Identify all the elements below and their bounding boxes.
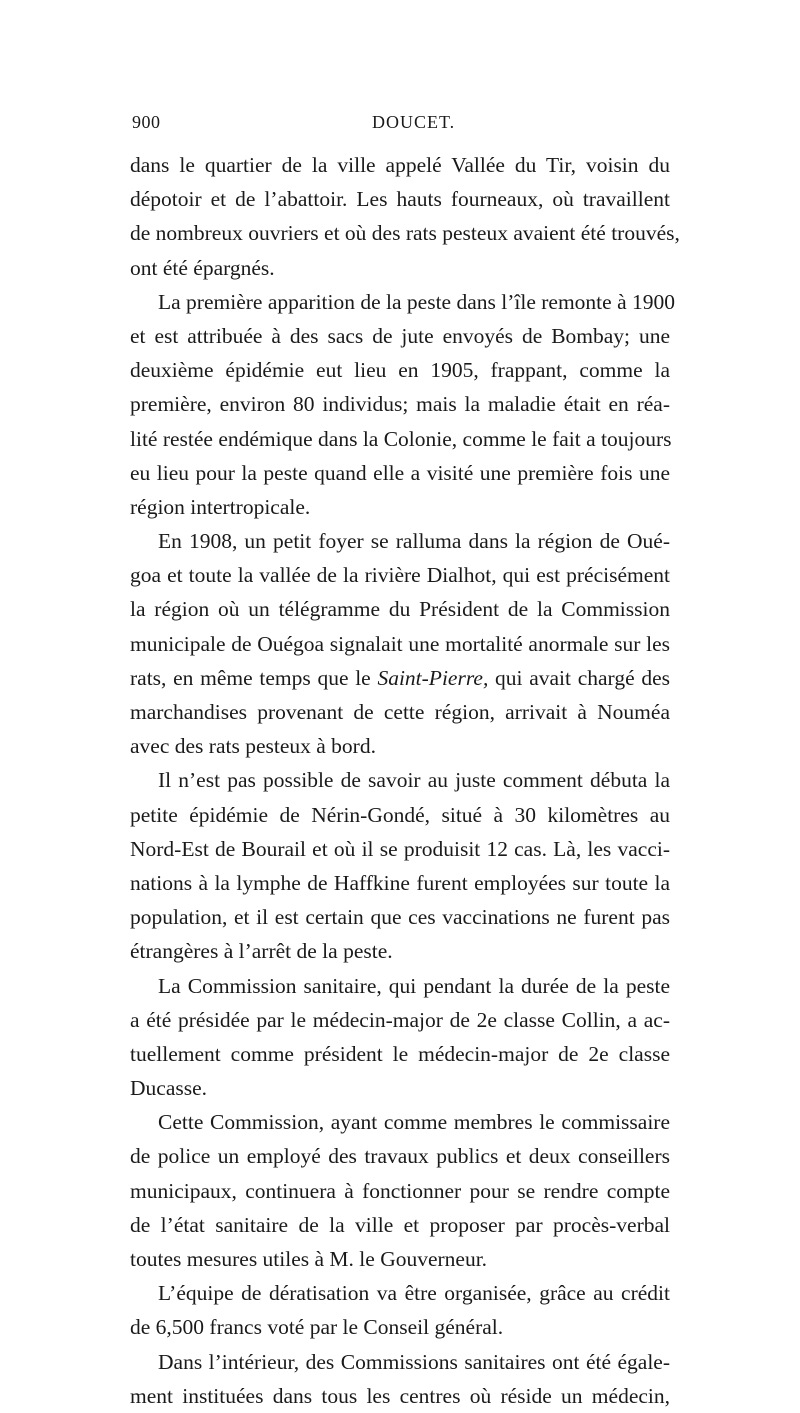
text-line: région intertropicale. bbox=[130, 494, 311, 519]
text-line: dépotoir et de l’abattoir. Les hauts fourneaux, où travaillent bbox=[130, 187, 670, 212]
text-line: lité restée endémique dans la Colonie, comme le fait a toujours bbox=[130, 426, 672, 451]
text-line: tuellement comme président le médecin-major de 2e classe bbox=[130, 1041, 670, 1066]
text-line: Nord-Est de Bourail et où il se produisit 12 cas. Là, les vacci- bbox=[130, 836, 670, 861]
body-text bbox=[130, 148, 680, 1413]
paragraph-first-line: Dans l’intérieur, des Commissions sanitaires ont été égale- bbox=[158, 1349, 670, 1374]
text-line: de nombreux ouvriers et où des rats pesteux avaient été trouvés, bbox=[130, 221, 680, 246]
line-segment: qui avait chargé des bbox=[495, 665, 670, 690]
paragraph-first-line: Il n’est pas possible de savoir au juste comment débuta la bbox=[158, 768, 670, 793]
text-line: ment instituées dans tous les centres où réside un médecin, bbox=[130, 1383, 670, 1408]
text-line: petite épidémie de Nérin-Gondé, situé à 30 kilomètres au bbox=[130, 802, 670, 827]
text-line: nations à la lymphe de Haffkine furent employées sur toute la bbox=[130, 870, 670, 895]
text-line: avec des rats pesteux à bord. bbox=[130, 734, 376, 759]
text-line: la région où un télégramme du Président de la Commission bbox=[130, 597, 670, 622]
text-line: population, et il est certain que ces vaccinations ne furent pas bbox=[130, 905, 670, 930]
page-number: 900 bbox=[132, 112, 161, 132]
text-line: dans le quartier de la ville appelé Vallée du Tir, voisin du bbox=[130, 153, 670, 177]
paragraph-first-line: La première apparition de la peste dans l’île remonte à 1900 bbox=[158, 289, 675, 314]
text-line: étrangères à l’arrêt de la peste. bbox=[130, 939, 393, 964]
text-line: toutes mesures utiles à M. le Gouverneur. bbox=[130, 1247, 488, 1271]
text-line: de police un employé des travaux publics et deux conseillers bbox=[130, 1144, 670, 1169]
line-segment: rats, en même temps que le bbox=[130, 665, 371, 690]
text-line-with-ship-name bbox=[130, 661, 670, 695]
paragraph-first-line: La Commission sanitaire, qui pendant la durée de la peste bbox=[158, 973, 670, 998]
text-line: de 6,500 francs voté par le Conseil général. bbox=[130, 1315, 504, 1340]
running-title: DOUCET. bbox=[372, 112, 456, 132]
text-line: municipaux, continuera à fonctionner pour se rendre compte bbox=[130, 1178, 670, 1203]
text-line: deuxième épidémie eut lieu en 1905, frappant, comme la bbox=[130, 358, 670, 383]
paragraph-first-line: L’équipe de dératisation va être organisée, grâce au crédit bbox=[158, 1281, 670, 1306]
paragraph-first-line: Cette Commission, ayant comme membres le commissaire bbox=[158, 1110, 670, 1135]
text-line: a été présidée par le médecin-major de 2e classe Collin, a ac- bbox=[130, 1007, 670, 1032]
paragraph-first-line: En 1908, un petit foyer se ralluma dans la région de Oué- bbox=[158, 529, 670, 554]
text-line: marchandises provenant de cette région, arrivait à Nouméa bbox=[130, 700, 670, 724]
text-line: ont été épargnés. bbox=[130, 255, 275, 280]
text-line: goa et toute la vallée de la rivière Dialhot, qui est précisément bbox=[130, 563, 670, 588]
running-header bbox=[130, 112, 670, 142]
text-line: Ducasse. bbox=[130, 1076, 208, 1101]
text-line: de l’état sanitaire de la ville et proposer par procès-verbal bbox=[130, 1212, 670, 1237]
text-line: première, environ 80 individus; mais la maladie était en réa- bbox=[130, 392, 670, 417]
text-line: eu lieu pour la peste quand elle a visité une première fois une bbox=[130, 460, 670, 485]
book-page bbox=[130, 112, 680, 1413]
text-line: et est attribuée à des sacs de jute envoyés de Bombay; une bbox=[130, 323, 670, 348]
text-line: municipale de Ouégoa signalait une mortalité anormale sur les bbox=[130, 631, 670, 656]
ship-name: Saint-Pierre, bbox=[377, 665, 489, 690]
